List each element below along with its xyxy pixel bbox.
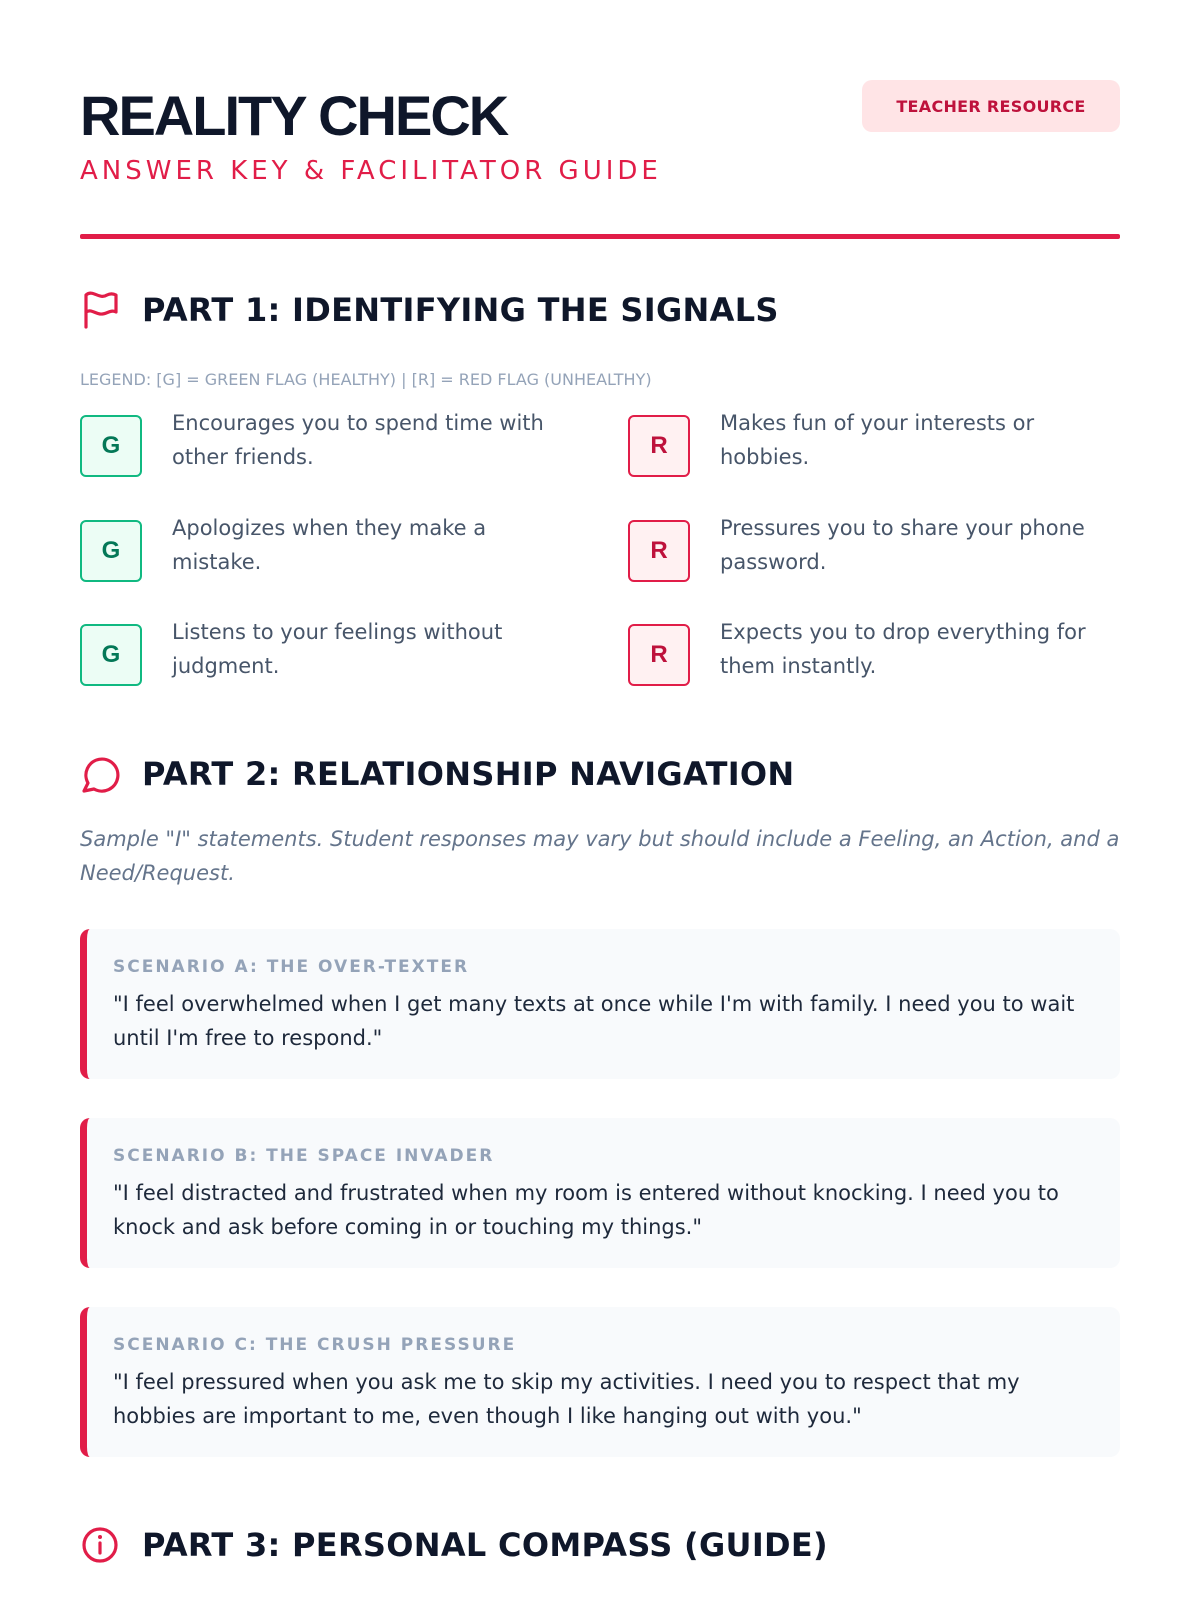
scenario-label: SCENARIO C: THE CRUSH PRESSURE bbox=[113, 1335, 517, 1355]
green-flag-item bbox=[80, 412, 552, 482]
green-flag-chip: G bbox=[80, 520, 142, 582]
part2-heading: PART 2: RELATIONSHIP NAVIGATION bbox=[142, 755, 795, 793]
green-flag-text: Apologizes when they make a mistake. bbox=[172, 516, 487, 574]
scenario-card bbox=[80, 929, 1120, 1079]
green-flag-chip: G bbox=[80, 624, 142, 686]
page-title: REALITY CHECK bbox=[80, 84, 508, 147]
scenario-answer: "I feel overwhelmed when I get many texts at once while I'm with family. I need you to wait until I'm free to respond." bbox=[113, 992, 1075, 1050]
red-flag-chip: R bbox=[628, 520, 690, 582]
scenario-label: SCENARIO A: THE OVER-TEXTER bbox=[113, 957, 470, 977]
scenario-card bbox=[80, 1307, 1120, 1457]
scenario-answer: "I feel distracted and frustrated when my room is entered without knocking. I need you to knock and ask before coming in or touching my things." bbox=[113, 1181, 1059, 1239]
scenario-label: SCENARIO B: THE SPACE INVADER bbox=[113, 1146, 495, 1166]
info-icon bbox=[80, 1525, 120, 1565]
message-circle-icon bbox=[80, 754, 120, 794]
part2-heading-row bbox=[80, 754, 795, 794]
flag-legend: LEGEND: [G] = GREEN FLAG (HEALTHY) | [R] = RED FLAG (UNHEALTHY) bbox=[80, 370, 652, 389]
part1-heading-row bbox=[80, 290, 779, 330]
teacher-resource-badge: TEACHER RESOURCE bbox=[862, 80, 1120, 132]
red-flag-item bbox=[628, 412, 1100, 482]
green-flag-chip: G bbox=[80, 415, 142, 477]
part3-heading: PART 3: PERSONAL COMPASS (GUIDE) bbox=[142, 1526, 828, 1564]
header bbox=[80, 76, 1120, 226]
scenario-answer: "I feel pressured when you ask me to skip my activities. I need you to respect that my hobbies are important to me, even though I like hanging out with you." bbox=[113, 1370, 1020, 1428]
green-flag-item bbox=[80, 621, 552, 691]
header-divider bbox=[80, 234, 1120, 239]
red-flag-item bbox=[628, 517, 1100, 587]
green-flag-item bbox=[80, 517, 552, 587]
red-flag-chip: R bbox=[628, 624, 690, 686]
green-flag-text: Encourages you to spend time with other friends. bbox=[172, 411, 544, 469]
red-flag-chip: R bbox=[628, 415, 690, 477]
green-flag-text: Listens to your feelings without judgment. bbox=[172, 620, 503, 678]
part3-heading-row bbox=[80, 1525, 828, 1565]
part2-instructions: Sample "I" statements. Student responses may vary but should include a Feeling, an Action, and a Need/Request. bbox=[80, 827, 1120, 885]
red-flag-text: Pressures you to share your phone password. bbox=[720, 516, 1085, 574]
page-subtitle: ANSWER KEY & FACILITATOR GUIDE bbox=[80, 156, 662, 186]
part1-heading: PART 1: IDENTIFYING THE SIGNALS bbox=[142, 291, 779, 329]
flag-icon bbox=[80, 290, 120, 330]
red-flag-text: Makes fun of your interests or hobbies. bbox=[720, 411, 1035, 469]
red-flag-item bbox=[628, 621, 1100, 691]
red-flag-text: Expects you to drop everything for them instantly. bbox=[720, 620, 1086, 678]
scenario-card bbox=[80, 1118, 1120, 1268]
